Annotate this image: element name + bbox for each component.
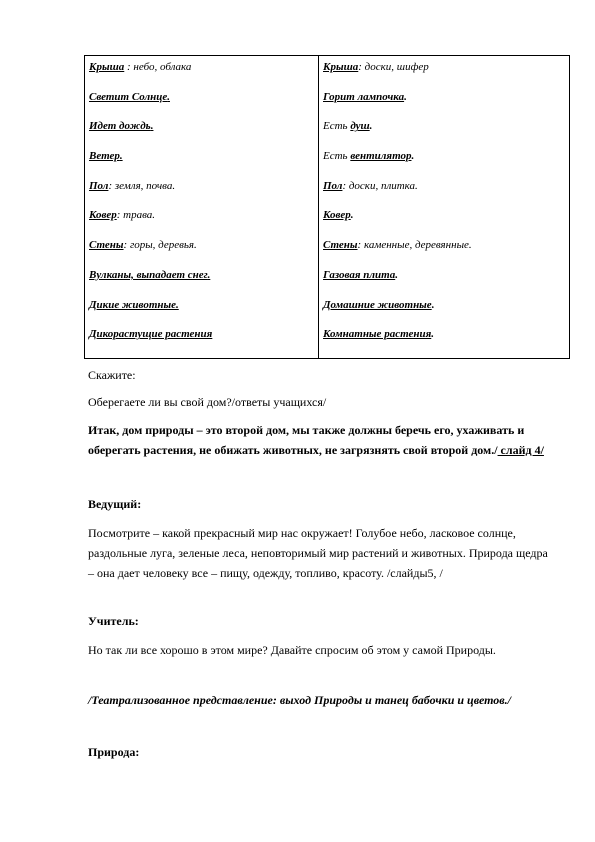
home-item (323, 150, 569, 180)
nature-item-rest: . (167, 90, 170, 103)
nature-item-key: Вулканы, выпадает снег (89, 268, 208, 281)
paragraph-conclusion (88, 420, 548, 460)
nature-item-key: Идет дождь (89, 120, 151, 133)
nature-item (89, 239, 318, 269)
home-item (323, 120, 569, 150)
home-item-key: душ (350, 120, 370, 133)
paragraph-world: Посмотрите – какой прекрасный мир нас окружает! Голубое небо, ласковое солнце, раздольные луга, зеленые леса, неповторимый мир растений и животных. Природа щедра – она дает человеку все – пищу, одежду, топливо, красоту. /слайды5, / (88, 526, 548, 580)
nature-item (89, 150, 318, 180)
home-item-rest: . (431, 298, 435, 311)
home-item-key: Крыша (323, 61, 359, 73)
home-item-key: Ковер (323, 209, 351, 222)
nature-item (89, 91, 318, 121)
nature-item-rest: . (150, 120, 154, 133)
home-item-key: Горит лампочка (323, 90, 405, 103)
home-item-rest: : доски, плитка. (342, 179, 418, 192)
home-item-key: Газовая плита (323, 268, 396, 281)
home-item-key: Комнатные растения (323, 328, 432, 341)
home-item-rest: : каменные, деревянные. (357, 239, 472, 252)
nature-item-key: Ковер (89, 209, 117, 222)
nature-item (89, 299, 318, 329)
home-item (323, 56, 569, 91)
nature-item-key: Стены (89, 239, 124, 252)
nature-item (89, 328, 318, 358)
home-item (323, 209, 569, 239)
home-item-key: вентилятор (350, 150, 412, 163)
nature-item (89, 269, 318, 299)
nature-item (89, 56, 318, 91)
conclusion-text: Итак, дом природы – это второй дом, мы также должны беречь его, ухаживать и оберегать растения, не обижать животных, не загрязнять свой второй дом./ (88, 423, 525, 457)
nature-item-key: Ветер (89, 150, 120, 163)
nature-item-key: Пол (89, 179, 109, 192)
home-item (323, 180, 569, 210)
home-item (323, 239, 569, 269)
home-item-rest: . (404, 90, 407, 103)
home-item-rest: . (431, 328, 435, 341)
home-item-key: Стены (323, 239, 358, 252)
home-item-prefix: Есть (323, 150, 351, 163)
nature-column (85, 56, 319, 359)
home-item-rest: . (411, 150, 415, 163)
nature-item-rest: : земля, почва. (108, 179, 176, 192)
home-item (323, 328, 569, 358)
nature-item (89, 180, 318, 210)
speaker-host: Ведущий: (88, 497, 142, 511)
home-item-rest: . (350, 209, 354, 222)
nature-item-rest: . (207, 268, 211, 281)
slide-4-link: слайд 4/ (497, 443, 544, 457)
nature-item-rest: . (119, 150, 123, 163)
speaker-nature: Природа: (88, 745, 140, 759)
nature-item-rest: . (176, 298, 179, 311)
home-item (323, 299, 569, 329)
nature-item-key: Дикие животные (89, 298, 176, 311)
nature-item (89, 120, 318, 150)
nature-item (89, 209, 318, 239)
nature-item-rest: : горы, деревья. (123, 239, 197, 252)
home-item-prefix: Есть (323, 120, 351, 133)
paragraph-nature-question: Но так ли все хорошо в этом мире? Давайте спросим об этом у самой Природы. (88, 643, 496, 657)
home-item-rest: . (369, 120, 373, 133)
nature-item-key: Светит Солнце (89, 90, 168, 103)
nature-item-key: Крыша (89, 61, 125, 73)
paragraph-question: Оберегаете ли вы свой дом?/ответы учащихся/ (88, 395, 327, 409)
paragraph-say: Скажите: (88, 368, 136, 382)
home-item (323, 269, 569, 299)
home-item-key: Домашние животные (323, 298, 432, 311)
nature-item-rest: : трава. (116, 209, 156, 222)
table-row (85, 56, 570, 359)
home-item-rest: : доски, шифер (358, 61, 429, 73)
home-item-rest: . (395, 268, 398, 281)
comparison-table (84, 55, 570, 359)
nature-item-rest: : небо, облака (124, 61, 192, 73)
home-item (323, 91, 569, 121)
nature-item-key: Дикорастущие растения (89, 328, 213, 341)
home-column (319, 56, 570, 359)
stage-direction: /Театрализованное представление: выход Природы и танец бабочки и цветов./ (88, 693, 511, 707)
home-item-key: Пол (323, 179, 343, 192)
speaker-teacher: Учитель: (88, 614, 139, 628)
